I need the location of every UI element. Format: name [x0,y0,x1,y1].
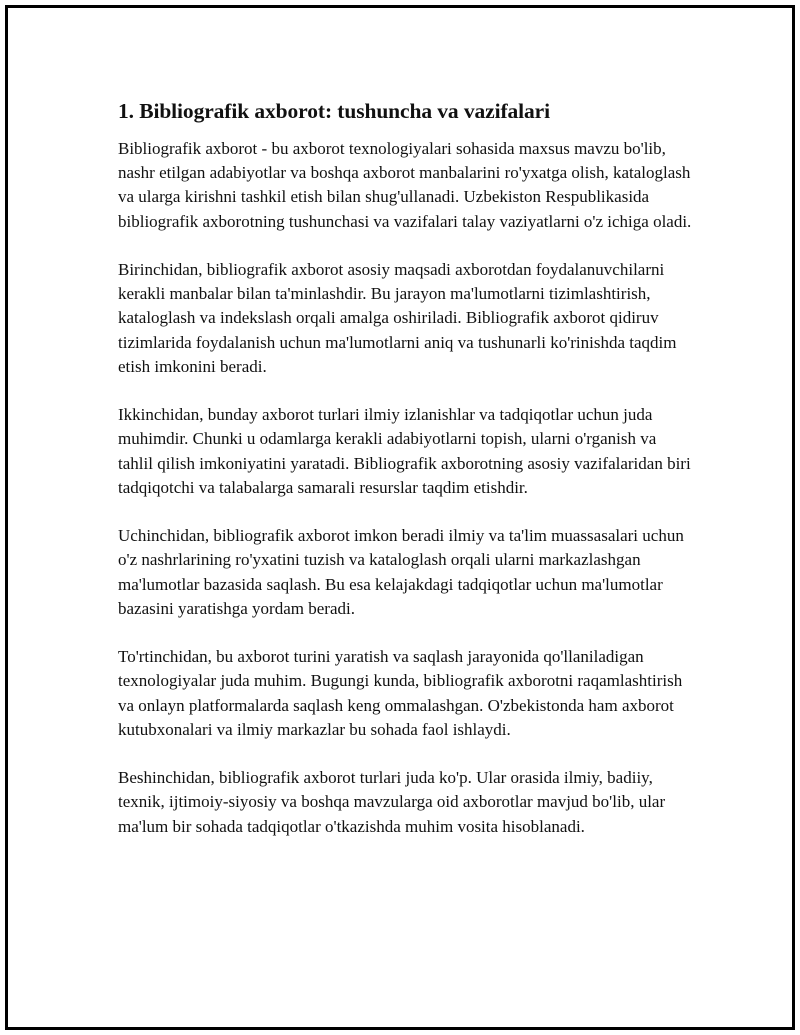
paragraph-5: To'rtinchidan, bu axborot turini yaratish va saqlash jarayonida qo'llaniladigan texnologiyalar juda muhim. Bugungi kunda, bibliografik axborotni raqamlashtirish va onlayn platformalarda saqlash keng ommalashgan. O'zbekistonda ham axborot kutubxonalari va ilmiy markazlar bu sohada faol ishlaydi. [118,647,683,739]
paragraph-1: Bibliografik axborot - bu axborot texnologiyalari sohasida maxsus mavzu bo'lib, nashr etilgan adabiyotlar va boshqa axborot manbalarini ro'yxatga olish, kataloglash va ularga kirishni tashkil etish bilan shug'ullanadi. Uzbekiston Respublikasida bibliografik axborotning tushunchasi va vazifalari talay vaziyatlarni o'z ichiga oladi. [118,139,692,231]
paragraph-4: Uchinchidan, bibliografik axborot imkon beradi ilmiy va ta'lim muassasalari uchun o'z nashrlarining ro'yxatini tuzish va kataloglash orqali ularni markazlashgan ma'lumotlar bazasida saqlash. Bu esa kelajakdagi tadqiqotlar uchun ma'lumotlar bazasini yaratishga yordam beradi. [118,526,684,618]
paragraph-2: Birinchidan, bibliografik axborot asosiy maqsadi axborotdan foydalanuvchilarni kerakli manbalar bilan ta'minlashdir. Bu jarayon ma'lumotlarni tizimlashtirish, kataloglash va indekslash orqali amalga oshiriladi. Bibliografik axborot qidiruv tizimlarida foydalanish uchun ma'lumotlarni aniq va tushunarli ko'rinishda taqdim etish imkonini beradi. [118,260,677,376]
document-title: 1. Bibliografik axborot: tushuncha va vazifalari [118,99,551,123]
page-frame [5,5,795,1030]
paragraph-3: Ikkinchidan, bunday axborot turlari ilmiy izlanishlar va tadqiqotlar uchun juda muhimdir. Chunki u odamlarga kerakli adabiyotlarni topish, ularni o'rganish va tahlil qilish imkoniyatini yaratadi. Bibliografik axborotning asosiy vazifalaridan biri tadqiqotchi va talabalarga samarali resurslar taqdim etishdir. [118,405,691,497]
paragraph-6: Beshinchidan, bibliografik axborot turlari juda ko'p. Ular orasida ilmiy, badiiy, texnik, ijtimoiy-siyosiy va boshqa mavzularga oid axborotlar mavjud bo'lib, ular ma'lum bir sohada tadqiqotlar o'tkazishda muhim vosita hisoblanadi. [118,768,666,836]
document-body [118,96,693,863]
